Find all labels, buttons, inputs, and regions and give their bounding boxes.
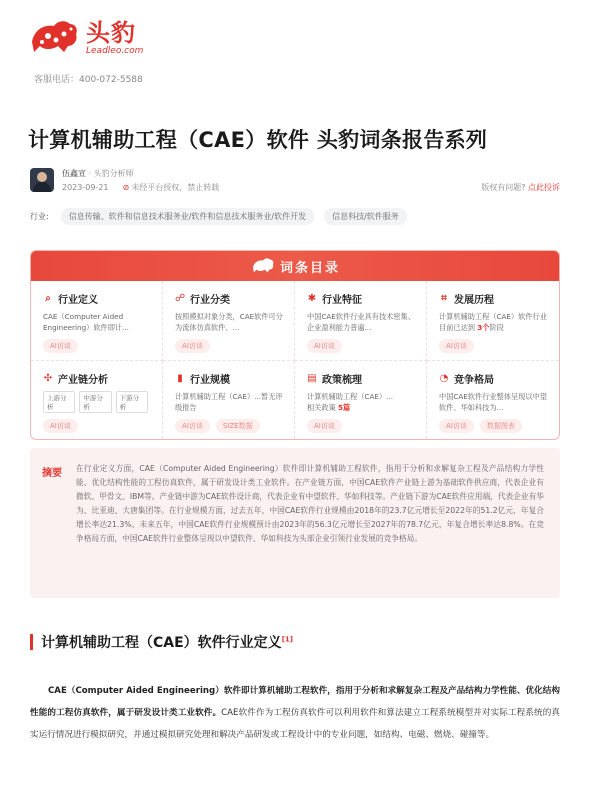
catalog-title: 词条目录: [279, 260, 340, 276]
section-body: [30, 680, 560, 746]
history-icon: ⌗: [441, 293, 447, 304]
catalog-item-history[interactable]: [427, 281, 559, 361]
ai-interview-chip[interactable]: AI访谈: [43, 339, 78, 353]
author-role: · 头豹分析师: [88, 169, 134, 178]
summary-box: [30, 448, 560, 598]
complaint-link[interactable]: 点此投诉: [528, 183, 560, 192]
midstream-tag[interactable]: 中游分析: [79, 391, 111, 413]
pie-chart-icon: ◔: [439, 373, 449, 384]
bar-chart-icon: ▮: [177, 373, 183, 384]
catalog-box: [30, 250, 560, 440]
policy-count: 相关政策 5篇: [307, 403, 351, 412]
catalog-item-desc: 计算机辅助工程（CAE）...暂无评级报告: [175, 392, 283, 412]
upstream-tag[interactable]: 上游分析: [43, 391, 75, 413]
no-repost-icon: ⊘: [122, 183, 130, 192]
industry-label: 行业:: [30, 212, 49, 221]
catalog-item-definition[interactable]: [31, 281, 163, 361]
author-name[interactable]: 伍鑫宣: [62, 169, 86, 178]
leopard-icon: [250, 256, 276, 276]
category-icon: ☍: [175, 293, 186, 304]
size-data-chip[interactable]: SIZE数据: [216, 419, 260, 433]
catalog-item-title: 竞争格局: [454, 375, 494, 386]
author-line: [62, 168, 134, 179]
catalog-item-policy[interactable]: [295, 361, 427, 439]
history-stage-count: 目前已达到 3个阶段: [439, 323, 504, 332]
catalog-item-desc: [307, 391, 416, 413]
catalog-item-features[interactable]: [295, 281, 427, 361]
leopard-logo-icon: [28, 16, 80, 60]
catalog-item-title: 行业定义: [58, 295, 98, 306]
copyright-notice: [481, 182, 560, 193]
ai-interview-chip[interactable]: AI访谈: [175, 419, 210, 433]
ai-interview-chip[interactable]: AI访谈: [439, 419, 474, 433]
publish-date: 2023-09-21: [62, 183, 109, 192]
feature-icon: ✱: [307, 293, 317, 304]
chain-icon: ✣: [43, 373, 53, 384]
ai-interview-chip[interactable]: AI访谈: [43, 419, 78, 433]
service-phone: 客服电话：400-072-5588: [34, 75, 143, 85]
catalog-item-desc: 按照模拟对象分类，CAE软件可分为流体仿真软件、...: [175, 312, 283, 332]
industry-tag[interactable]: 信息科技/软件服务: [324, 208, 407, 225]
catalog-item-desc: CAE（Computer Aided Engineering）软件即计...: [43, 312, 129, 332]
leadleo-logo[interactable]: [28, 16, 143, 60]
definition-strong: CAE（Computer Aided Engineering）软件即计算机辅助工程软件，指用于分析和求解复杂工程及产品结构力学性能、优化结构性能的工程仿真软件，属于研发设计类工业软件。: [30, 686, 560, 718]
industry-tag[interactable]: 信息传输、软件和信息技术服务业/软件和信息技术服务业/软件开发: [61, 208, 314, 225]
ai-interview-chip[interactable]: AI访谈: [307, 419, 342, 433]
section-heading: [30, 632, 293, 652]
section-title: 计算机辅助工程（CAE）软件行业定义[1]: [41, 635, 293, 651]
ai-interview-chip[interactable]: AI访谈: [307, 339, 342, 353]
history-desc: 计算机辅助工程（CAE）软件行业: [439, 312, 547, 321]
summary-label: 摘要: [42, 468, 62, 479]
catalog-item-title: 行业特征: [322, 295, 362, 306]
catalog-item-classification[interactable]: [163, 281, 295, 361]
logo-url: Leadleo.com: [86, 46, 144, 56]
catalog-item-title: 行业分类: [190, 295, 230, 306]
industry-tags: [30, 208, 417, 225]
reference-mark[interactable]: [1]: [281, 635, 293, 644]
repost-notice: 未经平台授权，禁止转载: [131, 183, 220, 192]
data-chart-chip[interactable]: 数据图表: [480, 419, 522, 433]
catalog-item-scale[interactable]: [163, 361, 295, 439]
catalog-item-desc: 中国CAE软件行业具有技术密集、企业盈利能力普遍...: [307, 312, 415, 332]
section-accent-bar: [30, 634, 33, 650]
policy-desc: 计算机辅助工程（CAE）...: [307, 392, 394, 401]
catalog-item-title: 行业规模: [190, 375, 230, 386]
policy-icon: ▤: [307, 373, 317, 384]
catalog-item-title: 政策梳理: [322, 375, 362, 386]
catalog-item-title: 发展历程: [454, 295, 494, 306]
author-avatar[interactable]: [30, 168, 54, 192]
meta-line: [62, 182, 219, 193]
page-title: 计算机辅助工程（CAE）软件 头豹词条报告系列: [28, 128, 488, 152]
definition-rest: CAE软件作为工程仿真软件可以利用软件和算法建立工程系统模型并对实际工程系统的真实运行情况进行模拟研究，并通过模拟研究处理和解决产品研发或工程设计中的专业问题，如结构、电磁、燃烧、碰撞等。: [30, 708, 560, 740]
catalog-item-title: 产业链分析: [58, 375, 108, 386]
summary-text: 在行业定义方面，CAE（Computer Aided Engineering）软件即计算机辅助工程软件，指用于分析和求解复杂工程及产品结构力学性能、优化结构性能的工程仿真软件，属于研发设计类工业软件。在产业链方面，中国CAE软件产业链上游为基础软件供应商，代表企业有微软、甲骨文、IBM等。产业链中游为CAE软件设计商，代表企业有中望软件、华如科技等。产业链下游为CAE软件应用端，代表企业有华为、比亚迪、大唐集团等。在行业规模方面，过去五年，中国CAE软件行业规模由2018年的23.7亿元增长至2022年的51.2亿元，年复合增长率达21.3%。未来五年，中国CAE软件行业规模预计由2023年的56.3亿元增长至2027年的78.7亿元，年复合增长率达8.8%。在竞争格局方面，中国CAE软件行业整体呈现以中望软件、华如科技为头部企业引领行业发展的竞争格局。: [76, 464, 544, 543]
catalog-item-desc: 中国CAE软件行业整体呈现以中望软件、华如科技为...: [439, 392, 547, 412]
catalog-item-chain[interactable]: [31, 361, 163, 439]
logo-name: 头豹: [86, 19, 136, 47]
catalog-item-desc: [439, 311, 549, 333]
copyright-question: 版权有问题?: [481, 183, 526, 192]
search-doc-icon: ⌕: [45, 293, 51, 304]
ai-interview-chip[interactable]: AI访谈: [175, 339, 210, 353]
downstream-tag[interactable]: 下游分析: [116, 391, 148, 413]
catalog-header: [31, 251, 559, 281]
ai-interview-chip[interactable]: AI访谈: [439, 339, 474, 353]
catalog-item-competition[interactable]: [427, 361, 559, 439]
